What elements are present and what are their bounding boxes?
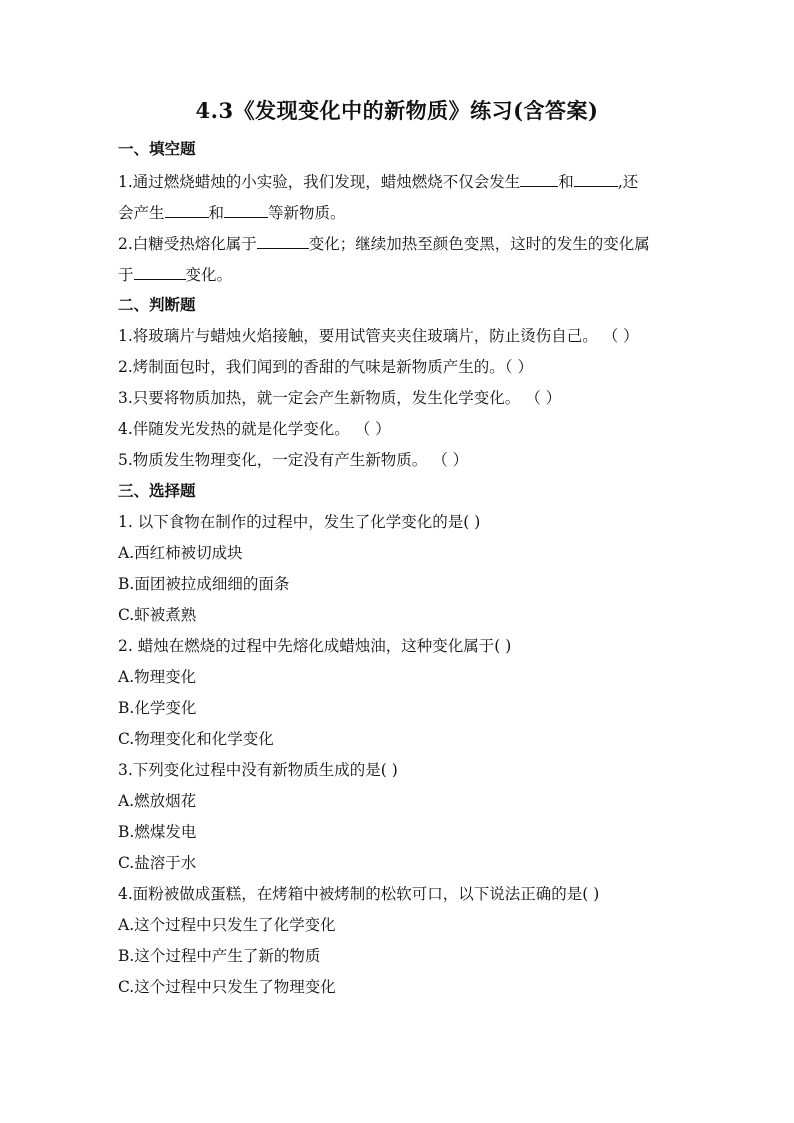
question-fill-2-line-1 [118,232,650,255]
choice-option: B.燃煤发电 [118,823,197,841]
choice-option: B.这个过程中产生了新的物质 [118,947,321,965]
choice-question: 1. 以下食物在制作的过程中，发生了化学变化的是( ) [118,513,481,531]
question-text: 于 [118,266,134,284]
question-text: 变化；继续加热至颜色变黑，这时的发生的变化属 [308,235,650,253]
true-false-item: 1.将玻璃片与蜡烛火焰接触，要用试管夹夹住玻璃片，防止烫伤自己。 （ ） [118,327,639,345]
choice-question: 3.下列变化过程中没有新物质生成的是( ) [118,761,398,779]
choice-option: B.面团被拉成细细的面条 [118,575,290,593]
choice-option: A.燃放烟花 [118,792,197,810]
answer-blank[interactable] [134,263,186,280]
question-fill-1-line-2 [118,201,346,224]
question-text: 和 [558,173,574,191]
question-text: 变化。 [185,266,233,284]
true-false-item: 2.烤制面包时，我们闻到的香甜的气味是新物质产生的。（ ） [118,358,533,376]
choice-option: A.这个过程中只发生了化学变化 [118,916,336,934]
choice-option: C.这个过程中只发生了物理变化 [118,978,336,996]
question-fill-1-line-1 [118,170,638,193]
answer-blank[interactable] [574,170,618,187]
choice-option: B.化学变化 [118,699,197,717]
choice-option: A.物理变化 [118,668,197,686]
question-text: 1.通过燃烧蜡烛的小实验，我们发现，蜡烛燃烧不仅会发生 [118,173,521,191]
answer-blank[interactable] [165,201,209,218]
question-text: 会产生 [118,204,165,222]
section-heading-true-false: 二、判断题 [118,296,196,314]
answer-blank[interactable] [224,201,268,218]
choice-option: A.西红柿被切成块 [118,544,243,562]
section-heading-fill-in: 一、填空题 [118,140,196,158]
choice-question: 4.面粉被做成蛋糕，在烤箱中被烤制的松软可口，以下说法正确的是( ) [118,885,600,903]
question-fill-2-line-2 [118,263,232,286]
answer-blank[interactable] [520,170,558,187]
answer-blank[interactable] [257,232,309,249]
question-text: ,还 [617,173,639,191]
true-false-item: 4.伴随发光发热的就是化学变化。 （ ） [118,420,391,438]
choice-option: C.虾被煮熟 [118,606,197,624]
document-title: 4.3《发现变化中的新物质》练习(含答案) [195,98,599,123]
choice-question: 2. 蜡烛在燃烧的过程中先熔化成蜡烛油，这种变化属于( ) [118,637,512,655]
question-text: 等新物质。 [268,204,346,222]
choice-option: C.盐溶于水 [118,854,197,872]
question-text: 2.白糖受热熔化属于 [118,235,257,253]
choice-option: C.物理变化和化学变化 [118,730,274,748]
section-heading-multiple-choice: 三、选择题 [118,482,196,500]
question-text: 和 [208,204,225,222]
true-false-item: 3.只要将物质加热，就一定会产生新物质，发生化学变化。 （ ） [118,389,562,407]
true-false-item: 5.物质发生物理变化，一定没有产生新物质。 （ ） [118,451,469,469]
